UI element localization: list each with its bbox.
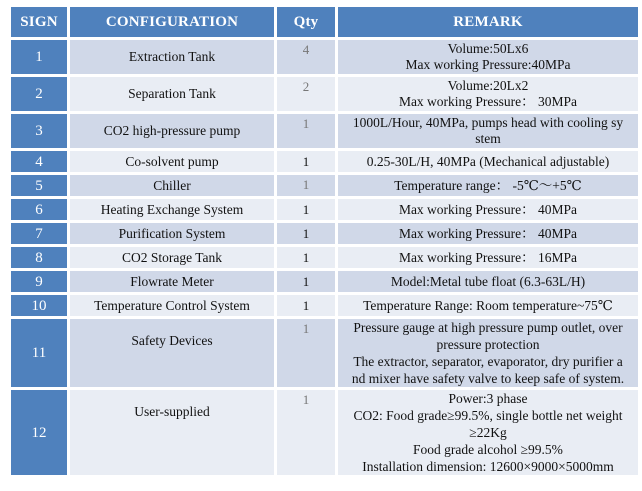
row-configuration: CO2 high-pressure pump [70, 114, 274, 148]
row-configuration: Separation Tank [70, 77, 274, 111]
row-qty: 4 [277, 40, 335, 74]
row-configuration: Co-solvent pump [70, 151, 274, 172]
remark-line: Max working Pressure： 40MPa [398, 201, 578, 217]
row-configuration: User-supplied [70, 390, 274, 475]
table-row [11, 114, 638, 148]
row-sign: 10 [11, 295, 67, 316]
row-remark [338, 295, 638, 316]
row-remark [338, 223, 638, 244]
row-sign: 3 [11, 114, 67, 148]
row-qty: 1 [277, 295, 335, 316]
remark-line: Model:Metal tube float (6.3-63L/H) [390, 273, 586, 289]
row-configuration: Flowrate Meter [70, 271, 274, 292]
row-configuration: Purification System [70, 223, 274, 244]
row-qty: 1 [277, 223, 335, 244]
table-row [11, 247, 638, 268]
row-sign: 7 [11, 223, 67, 244]
remark-line: Volume:50Lx6 [447, 41, 529, 56]
row-qty: 1 [277, 114, 335, 148]
row-qty: 1 [277, 199, 335, 220]
row-sign: 11 [11, 319, 67, 387]
row-qty: 1 [277, 175, 335, 196]
table-row [11, 151, 638, 172]
row-remark [338, 319, 638, 387]
remark-line: CO2: Food grade≥99.5%, single bottle net weight [353, 408, 623, 423]
remark-line: 0.25-30L/H, 40MPa (Mechanical adjustable) [366, 153, 610, 169]
row-sign: 12 [11, 390, 67, 475]
row-configuration: Temperature Control System [70, 295, 274, 316]
row-sign: 1 [11, 40, 67, 74]
header-remark: REMARK [338, 7, 638, 37]
remark-line: Food grade alcohol ≥99.5% [413, 442, 563, 457]
row-qty: 1 [277, 247, 335, 268]
remark-line: Max working Pressure： 40MPa [398, 225, 578, 241]
remark-line: Installation dimension: 12600×9000×5000mm [362, 459, 614, 474]
row-remark [338, 40, 638, 74]
header-qty: Qty [277, 7, 335, 37]
row-qty: 1 [277, 151, 335, 172]
remark-line: Max working Pressure： 30MPa [398, 94, 578, 109]
row-qty: 1 [277, 319, 335, 387]
remark-line: stem [475, 131, 501, 146]
table-row [11, 77, 638, 111]
remark-line: Temperature Range: Room temperature~75℃ [363, 297, 613, 313]
remark-line: Volume:20Lx2 [447, 78, 529, 93]
remark-line: nd mixer have safety valve to keep safe of system. [351, 371, 625, 386]
row-configuration: Chiller [70, 175, 274, 196]
remark-line: Pressure gauge at high pressure pump outlet, over [353, 320, 623, 335]
row-sign: 2 [11, 77, 67, 111]
row-configuration: Safety Devices [70, 319, 274, 387]
row-qty: 2 [277, 77, 335, 111]
header-row [11, 7, 638, 37]
row-sign: 9 [11, 271, 67, 292]
table-row [11, 199, 638, 220]
table-row [11, 223, 638, 244]
table-row [11, 271, 638, 292]
row-sign: 6 [11, 199, 67, 220]
table-row [11, 319, 638, 387]
table-row [11, 40, 638, 74]
row-sign: 5 [11, 175, 67, 196]
row-sign: 8 [11, 247, 67, 268]
row-remark [338, 199, 638, 220]
row-remark [338, 175, 638, 196]
row-configuration: Extraction Tank [70, 40, 274, 74]
header-sign: SIGN [11, 7, 67, 37]
row-qty: 1 [277, 271, 335, 292]
remark-line: pressure protection [436, 337, 540, 352]
row-configuration: Heating Exchange System [70, 199, 274, 220]
table-row [11, 175, 638, 196]
row-remark [338, 151, 638, 172]
row-sign: 4 [11, 151, 67, 172]
remark-line: Power:3 phase [448, 391, 528, 406]
row-qty: 1 [277, 390, 335, 475]
row-remark [338, 271, 638, 292]
table-row [11, 390, 638, 475]
remark-line: Max working Pressure:40MPa [405, 57, 571, 72]
configuration-table [8, 4, 641, 478]
remark-line: The extractor, separator, evaporator, dry purifier a [353, 354, 623, 369]
header-configuration: CONFIGURATION [70, 7, 274, 37]
remark-line: ≥22Kg [469, 425, 507, 440]
row-remark [338, 247, 638, 268]
table-row [11, 295, 638, 316]
remark-line: Max working Pressure： 16MPa [398, 249, 578, 265]
remark-line: Temperature range： -5℃～+5℃ [394, 177, 582, 193]
remark-line: 1000L/Hour, 40MPa, pumps head with cooling sy [352, 115, 624, 130]
row-remark [338, 390, 638, 475]
row-configuration: CO2 Storage Tank [70, 247, 274, 268]
row-remark [338, 114, 638, 148]
row-remark [338, 77, 638, 111]
